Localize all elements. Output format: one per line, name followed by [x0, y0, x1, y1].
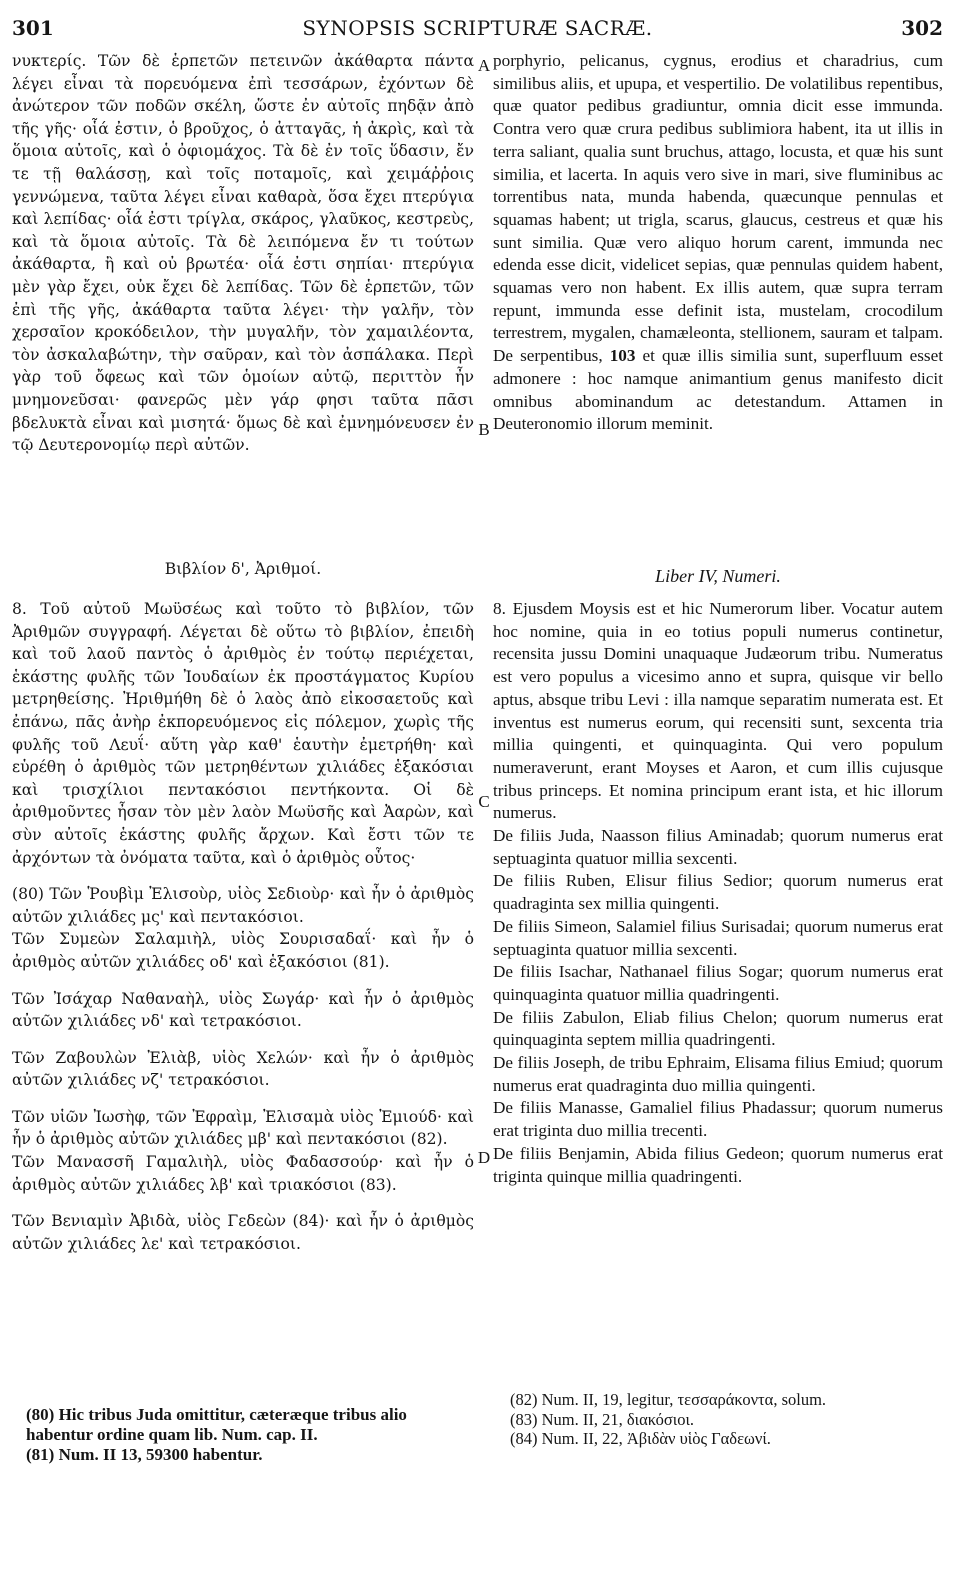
latin-paragraph: De filiis Ruben, Elisur filius Sedior; quorum numerus erat quadraginta sex millia quingenti. [493, 871, 943, 914]
greek-paragraph: Τῶν Ζαβουλὼν Ἐλιὰβ, υἱὸς Χελών· καὶ ἦν ὁ ἀριθμὸς αὐτῶν χιλιάδες νζ' τετρακόσιοι. [12, 1048, 474, 1090]
latin-column-body [493, 598, 943, 1188]
greek-paragraph: (80) Τῶν Ῥουβὶμ Ἐλισοὺρ, υἱὸς Σεδιοὺρ· καὶ ἦν ὁ ἀριθμὸς αὐτῶν χιλιάδες μς' καὶ πεντακόσιοι. [12, 885, 474, 926]
greek-paragraph: Τῶν Μανασσῆ Γαμαλιὴλ, υἱὸς Φαδασσούρ· καὶ ἦν ὁ ἀριθμὸς αὐτῶν χιλιάδες λβ' καὶ τριακόσιοι (83). [12, 1153, 474, 1194]
latin-paragraph: De filiis Juda, Naasson filius Aminadab; quorum numerus erat septuaginta quatuor millia sexcenti. [493, 826, 943, 868]
greek-paragraph: 8. Τοῦ αὐτοῦ Μωϋσέως καὶ τοῦτο τὸ βιβλίον, τῶν Ἀριθμῶν συγγραφή. Λέγεται δὲ οὕτω τὸ βιβλίον, ἐπειδὴ καὶ τοῦ λαοῦ παντὸς ὁ ἀριθμὸς ἐν τούτῳ περιέχεται, ἑκάστης φυλῆς τῶν Ἰουδαίων ἐκ προστάγματος Κυρίου μετρηθείσης. Ἠριθμήθη δὲ ὁ λαὸς ἀπὸ εἰκοσαετοῦς καὶ ἐπάνω, πᾶς ἀνὴρ ἐκπορευόμενος εἰς πόλεμον, χωρὶς τῆς φυλῆς τοῦ Λευΐ· αὕτη γὰρ καθ' ἑαυτὴν ἐμετρήθη· καὶ εὑρέθη ὁ ἀριθμὸς τῶν μετρηθέντων χιλιάδες ἑξακόσιαι καὶ τρισχίλιοι πεντακόσιοι πεντήκοντα. Οἱ δὲ ἀριθμοῦντες ἦσαν τὸν μὲν λαὸν Μωϋσῆς καὶ Ἀαρὼν, καὶ σὺν αὐτοῖς ἑκάστης φυλῆς ἄρχων. Καὶ ἔστι τῶν τε ἀρχόντων τὰ ὀνόματα ταῦτα, καὶ ὁ ἀριθμὸς οὗτος· [12, 600, 474, 867]
greek-column-top [12, 50, 474, 457]
latin-paragraph: De filiis Benjamin, Abida filius Gedeon; quorum numerus erat triginta quinque millia quadringenti. [493, 1143, 943, 1186]
latin-text: et quæ illis similia sunt, superfluum esset admonere : hoc namque animantium genus manifesto dicit omnibus abominandum ac detestandum. Attamen in Deuteronomio illorum meminit. [493, 346, 944, 434]
footnotes-left [26, 1405, 476, 1465]
margin-letter-c: C [478, 792, 490, 811]
greek-paragraph: Τῶν Συμεὼν Σαλαμιὴλ, υἱὸς Σουρισαδαΐ· καὶ ἦν ὁ ἀριθμὸς αὐτῶν χιλιάδες οδ' καὶ ἑξακόσιοι (81). [12, 930, 474, 971]
page-number-left: 301 [12, 16, 54, 40]
latin-paragraph [493, 50, 943, 436]
latin-text: porphyrio, pelicanus, cygnus, erodius et charadrius, cum similibus aliis, et upupa, et vespertilio. De volatilibus repentibus, quæ quator pedibus gradiuntur, omnia dicit esse immunda. Contra vero quæ crura pedibus sublimiora habent, ita ut illis in terra saliant, qualia sunt bruchus, attago, locusta, et quæ his sunt similia, et lacerta. In aquis vero sive in mari, sive fluminibus ac torrentibus nata, munda habenda, quæcunque pennulas et squamas habent; ut trigla, scarus, glaucus, cestreus et quæ his sunt similia. Quæ vero aliquo horum carent, immunda nec edenda esse dicit, videlicet sepias, quæ pennulas quidem habent, squamas vero non habent. Ex illis autem, quæ supra terram repunt, immunda esse definit ista, mustelam, crocodilum terrestrem, mygalen, chamæleonta, stellionem, sauram et talpam. De serpentibus, [493, 51, 943, 366]
page-header [12, 10, 943, 44]
footnote: (80) Hic tribus Juda omittitur, cæteræque tribus alio habentur ordine quam lib. Num. cap. II. [26, 1405, 407, 1444]
margin-letter-a: A [477, 56, 491, 75]
latin-paragraph: De filiis Simeon, Salamiel filius Surisadai; quorum numerus erat septuaginta quatuor millia sexcenti. [493, 916, 943, 959]
footnote: (84) Num. II, 22, Ἀβιδὰν υἱὸς Γαδεωνί. [510, 1429, 771, 1448]
footnote: (81) Num. II 13, 59300 habentur. [26, 1445, 263, 1464]
latin-paragraph: De filiis Joseph, de tribu Ephraim, Elisama filius Emiud; quorum numerus erat quadraginta duo millia quingenti. [493, 1053, 943, 1095]
greek-paragraph: Τῶν Βενιαμὶν Ἀβιδὰ, υἱὸς Γεδεὼν (84)· καὶ ἦν ὁ ἀριθμὸς αὐτῶν χιλιάδες λε' καὶ τετρακόσιοι. [12, 1212, 474, 1253]
greek-paragraph: Τῶν Ἰσάχαρ Ναθαναὴλ, υἱὸς Σωγάρ· καὶ ἦν ὁ ἀριθμὸς αὐτῶν χιλιάδες νδ' καὶ τετρακόσιοι. [12, 989, 474, 1031]
footnotes-right [510, 1390, 950, 1449]
footnote: (83) Num. II, 21, διακόσιοι. [510, 1409, 695, 1429]
latin-section-title: Liber IV, Numeri. [655, 566, 781, 586]
greek-column-body [12, 598, 474, 1255]
margin-letter-d: D [477, 1148, 491, 1167]
latin-paragraph: De filiis Manasse, Gamaliel filius Phadassur; quorum numerus erat triginta duo millia trecenti. [493, 1098, 943, 1141]
column-number: 103 [609, 346, 636, 366]
page-number-right: 302 [901, 16, 943, 40]
latin-paragraph: De filiis Zabulon, Eliab filius Chelon; quorum numerus erat quinquaginta septem millia quadringenti. [493, 1007, 943, 1050]
greek-paragraph: Τῶν υἱῶν Ἰωσὴφ, τῶν Ἐφραὶμ, Ἐλισαμὰ υἱὸς Ἐμιούδ· καὶ ἦν ὁ ἀριθμὸς αὐτῶν χιλιάδες μβ' καὶ πεντακόσιοι (82). [12, 1107, 474, 1149]
greek-section-title: Βιβλίον δ', Ἀριθμοί. [164, 560, 322, 578]
latin-column-top [493, 50, 943, 436]
margin-letter-b: B [478, 420, 490, 439]
latin-paragraph: De filiis Isachar, Nathanael filius Sogar; quorum numerus erat quinquaginta quatuor millia quadringenti. [493, 962, 943, 1004]
running-title: SYNOPSIS SCRIPTURÆ SACRÆ. [302, 16, 653, 40]
footnote: (82) Num. II, 19, legitur, τεσσαράκοντα, solum. [510, 1390, 827, 1409]
latin-paragraph: 8. Ejusdem Moysis est et hic Numerorum liber. Vocatur autem hoc nomine, quia in eo totius populi numerus continetur, recensita jussu Domini unaquaque Judæorum tribu. Numeratus est vero populus a vicesimo anno et supra, quisque vir bello aptus, absque tribu Levi : illa namque separatim numerata est. Et inventus est numerus eorum, qui recensiti sunt, sexcenta tria millia quingenti, et quinquaginta. Qui vero populum numeraverunt, erant Moyses et Aaron, et cum illis cujusque tribus princeps. Et nomina principum erant ista, et hic illorum numerus. [493, 599, 943, 823]
greek-paragraph: νυκτερίς. Τῶν δὲ ἑρπετῶν πετεινῶν ἀκάθαρτα πάντα λέγει εἶναι τὰ πορευόμενα ἐπὶ τεσσάρων, ἐχόντων δὲ ἀνώτερον τῶν ποδῶν σκέλη, ὥστε ἐν αὐτοῖς πηδᾷν ἀπὸ τῆς γῆς· οἷά ἐστιν, ὁ βροῦχος, ὁ ἀτταγᾶς, ἡ ἀκρὶς, καὶ τὰ ὅμοια αὐτοῖς, καὶ ὁ ὀφιομάχος. Τὰ δὲ ἐν τοῖς ὕδασιν, ἔν τε τῇ θαλάσσῃ, καὶ τοῖς ποταμοῖς, καὶ χειμάῤῥοις γεννώμενα, ταῦτα λέγει εἶναι καθαρὰ, ὅσα ἔχει πτερύγια καὶ λεπίδας· οἷά ἐστι τρίγλα, σκάρος, γλαῦκος, κεστρεὺς, καὶ τὰ ὅμοια αὐτοῖς. Τὰ δὲ λειπόμενα ἔν τι τούτων ἀκάθαρτα, ἢ καὶ οὐ βρωτέα· οἷά ἐστι σηπίαι· πτερύγια μὲν γὰρ ἔχει, οὐκ ἔχει δὲ λεπίδας. Τῶν δὲ ἑρπετῶν, τῶν ἐπὶ τῆς γῆς, ἀκάθαρτα ταῦτα λέγει· τὴν γαλῆν, τὸν χερσαῖον κροκόδειλον, τὴν μυγαλῆν, τὸν χαμαιλέοντα, τὸν ἀσκαλαβώτην, τὴν σαῦραν, καὶ τὸν ἀσπάλακα. Περὶ γὰρ τοῦ ὄφεως καὶ τῶν ὁμοίων αὐτῷ, περιττὸν ἦν μνημονεῦσαι· φανερῶς μὲν γάρ φησι ταῦτα πᾶσι βδελυκτὰ εἶναι καὶ μισητά· ὅμως δὲ καὶ ἐμνημόνευσεν ἐν τῷ Δευτερονομίῳ περὶ αὐτῶν. [12, 52, 474, 455]
